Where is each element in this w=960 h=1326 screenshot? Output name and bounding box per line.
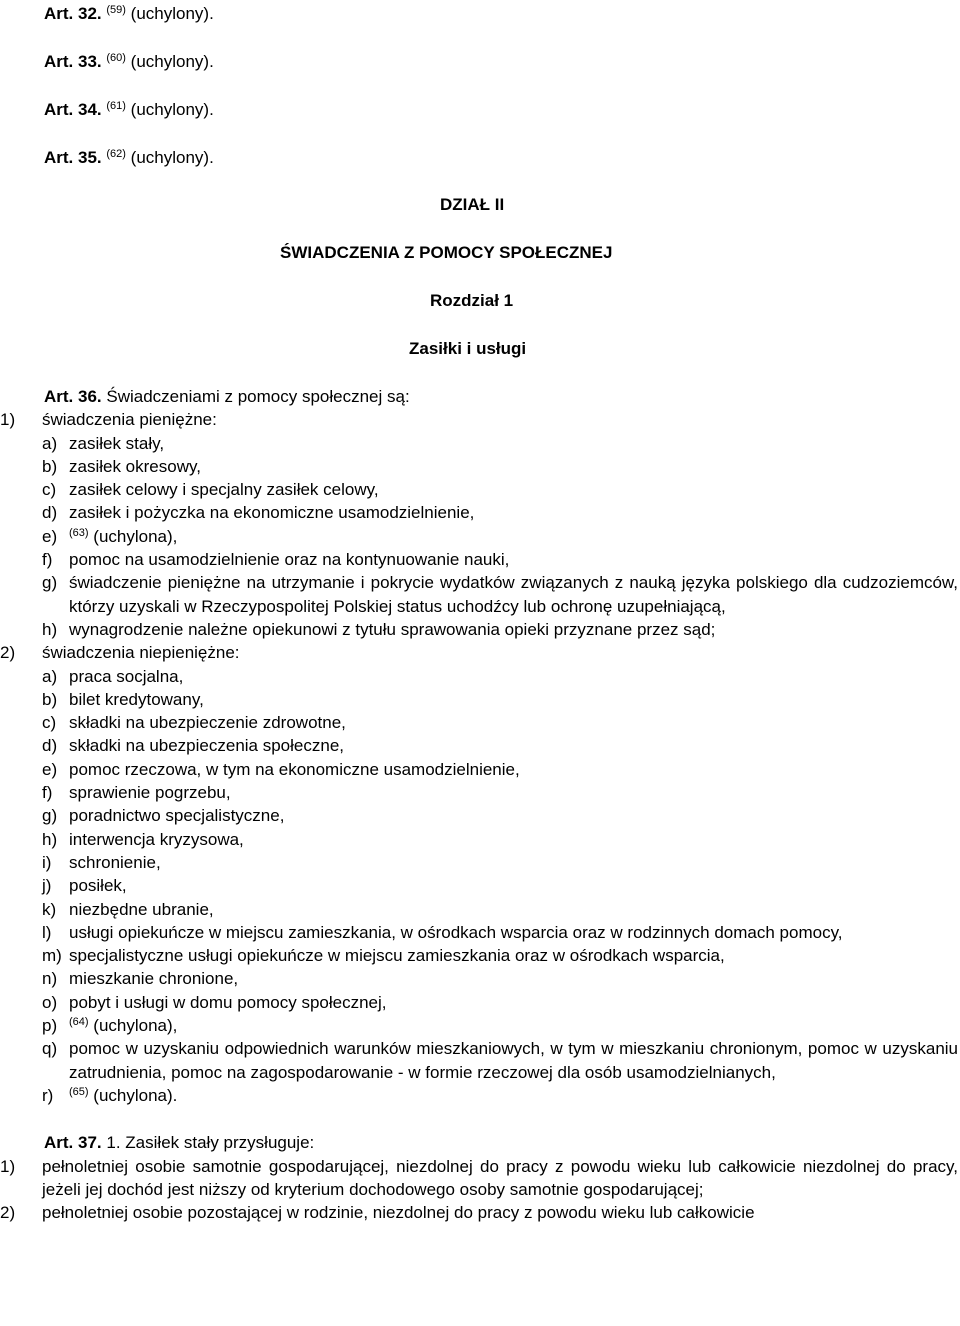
list-item — [0, 665, 958, 688]
item-letter: b) — [42, 689, 58, 709]
item-text: (uchylona), — [93, 1016, 178, 1036]
point-text: pełnoletniej osobie samotnie gospodarującej, niezdolnej do pracy z powodu wieku lub całkowicie niezdolnej do pracy, jeżeli jej dochód jest niższy od kryterium dochodowego osoby samotnie gospodarującej; — [42, 1156, 958, 1199]
item-text: zasiłek stały, — [69, 433, 165, 453]
item-text: wynagrodzenie należne opiekunowi z tytułu sprawowania opieki przyznane przez sąd; — [69, 619, 716, 639]
item-letter: e) — [42, 526, 58, 546]
point-2 — [0, 641, 958, 664]
item-letter: f) — [42, 783, 53, 803]
article-number: Art. 36. — [44, 387, 102, 406]
item-letter: h) — [42, 619, 58, 639]
article-text: (uchylony). — [130, 52, 214, 71]
item-letter: a) — [42, 666, 58, 686]
article-number: Art. 33. — [44, 52, 102, 71]
list-item — [0, 944, 958, 967]
item-text: (uchylona), — [93, 526, 178, 546]
item-text: niezbędne ubranie, — [69, 899, 214, 919]
article-number: Art. 37. — [44, 1133, 102, 1153]
item-letter: a) — [42, 433, 58, 453]
item-letter: q) — [42, 1039, 58, 1059]
section-heading: DZIAŁ II — [440, 195, 505, 214]
list-item — [0, 711, 958, 734]
footnote-ref[interactable]: (64) — [69, 1016, 89, 1029]
item-text: praca socjalna, — [69, 666, 184, 686]
item-letter: m) — [42, 946, 62, 966]
footnote-ref[interactable]: (59) — [106, 4, 126, 16]
article-number: Art. 34. — [44, 100, 102, 119]
item-text: świadczenie pieniężne na utrzymanie i pokrycie wydatków związanych z nauką języka polskiego dla cudzoziemców, którzy uzyskali w Rzeczypospolitej Polskiej status uchodźcy lub ochronę uzupełniającą, — [69, 573, 958, 616]
item-letter: c) — [42, 713, 57, 733]
item-text: zasiłek okresowy, — [69, 456, 201, 476]
article-35 — [44, 146, 214, 169]
item-text: schronienie, — [69, 852, 161, 872]
point-number: 1) — [0, 1156, 16, 1176]
article-text: (uchylony). — [130, 4, 214, 23]
point-1 — [0, 408, 958, 431]
article-37-items — [0, 1155, 958, 1225]
list-item — [0, 967, 958, 990]
point-text: pełnoletniej osobie pozostającej w rodzinie, niezdolnej do pracy z powodu wieku lub całkowicie — [42, 1203, 755, 1223]
item-letter: k) — [42, 899, 57, 919]
article-36 — [0, 385, 958, 1224]
list-item — [0, 851, 958, 874]
item-text: posiłek, — [69, 876, 127, 896]
point-number: 2) — [0, 643, 16, 663]
item-letter: d) — [42, 503, 58, 523]
article-text: (uchylony). — [130, 100, 214, 119]
list-item — [0, 525, 958, 548]
article-34 — [44, 98, 214, 121]
item-letter: b) — [42, 456, 58, 476]
article-32 — [44, 2, 214, 25]
list-item — [0, 618, 958, 641]
item-letter: i) — [42, 852, 52, 872]
item-letter: n) — [42, 969, 58, 989]
item-text: mieszkanie chronione, — [69, 969, 239, 989]
list-item — [0, 1037, 958, 1084]
footnote-ref[interactable]: (65) — [69, 1085, 89, 1098]
item-text: pomoc rzeczowa, w tym na ekonomiczne usamodzielnienie, — [69, 759, 520, 779]
article-intro-text: Świadczeniami z pomocy społecznej są: — [106, 387, 410, 406]
article-number: Art. 35. — [44, 148, 102, 167]
list-item — [0, 781, 958, 804]
item-letter: r) — [42, 1085, 54, 1105]
footnote-ref[interactable]: (60) — [106, 52, 126, 64]
item-letter: h) — [42, 829, 58, 849]
list-item — [0, 688, 958, 711]
article-intro — [0, 385, 958, 408]
list-item — [0, 432, 958, 455]
item-text: interwencja kryzysowa, — [69, 829, 244, 849]
point-text: świadczenia pieniężne: — [42, 410, 217, 430]
item-text: składki na ubezpieczenie zdrowotne, — [69, 713, 346, 733]
item-letter: g) — [42, 806, 58, 826]
item-letter: p) — [42, 1016, 58, 1036]
item-text: usługi opiekuńcze w miejscu zamieszkania, w ośrodkach wsparcia oraz w rodzinnych domach pomocy, — [69, 922, 843, 942]
article-37-intro — [0, 1131, 958, 1154]
article-33 — [44, 50, 214, 73]
item-text: specjalistyczne usługi opiekuńcze w miejscu zamieszkania oraz w ośrodkach wsparcia, — [69, 946, 725, 966]
item-letter: g) — [42, 573, 58, 593]
point-number: 2) — [0, 1203, 16, 1223]
item-text: pomoc w uzyskaniu odpowiednich warunków mieszkaniowych, w tym w mieszkaniu chronionym, pomoc w uzyskaniu zatrudnienia, pomoc na zagospodarowanie - w formie rzeczowej dla osób usamodzielnianych, — [69, 1039, 958, 1082]
list-item — [0, 734, 958, 757]
list-item — [0, 1201, 958, 1224]
list-item — [0, 898, 958, 921]
list-item — [0, 874, 958, 897]
article-intro-text: Zasiłek stały przysługuje: — [125, 1133, 315, 1153]
list-item — [0, 804, 958, 827]
footnote-ref[interactable]: (63) — [69, 526, 89, 539]
point-2-items — [0, 665, 958, 1108]
list-item — [0, 478, 958, 501]
list-item — [0, 1084, 958, 1107]
item-text: bilet kredytowany, — [69, 689, 204, 709]
list-item — [0, 758, 958, 781]
article-text: (uchylony). — [130, 148, 214, 167]
item-letter: c) — [42, 480, 57, 500]
item-letter: f) — [42, 550, 53, 570]
item-text: składki na ubezpieczenia społeczne, — [69, 736, 345, 756]
chapter-heading: Rozdział 1 — [430, 291, 514, 310]
list-item — [0, 991, 958, 1014]
list-item — [0, 828, 958, 851]
list-item — [0, 501, 958, 524]
item-letter: l) — [42, 922, 52, 942]
list-item — [0, 1155, 958, 1202]
item-letter: o) — [42, 992, 58, 1012]
article-number: Art. 32. — [44, 4, 102, 23]
item-letter: d) — [42, 736, 58, 756]
item-text: (uchylona). — [93, 1085, 178, 1105]
point-1-items — [0, 432, 958, 642]
section-title: ŚWIADCZENIA Z POMOCY SPOŁECZNEJ — [280, 243, 613, 262]
footnote-ref[interactable]: (62) — [106, 148, 126, 160]
point-text: świadczenia niepieniężne: — [42, 643, 240, 663]
item-text: zasiłek celowy i specjalny zasiłek celowy, — [69, 480, 379, 500]
item-text: zasiłek i pożyczka na ekonomiczne usamodzielnienie, — [69, 503, 475, 523]
item-text: poradnictwo specjalistyczne, — [69, 806, 285, 826]
list-item — [0, 455, 958, 478]
item-text: pobyt i usługi w domu pomocy społecznej, — [69, 992, 387, 1012]
item-text: pomoc na usamodzielnienie oraz na kontynuowanie nauki, — [69, 550, 510, 570]
list-item — [0, 571, 958, 618]
item-letter: e) — [42, 759, 58, 779]
list-item — [0, 548, 958, 571]
paragraph-number: 1. — [106, 1133, 121, 1153]
item-letter: j) — [42, 876, 52, 896]
footnote-ref[interactable]: (61) — [106, 100, 126, 112]
list-item — [0, 1014, 958, 1037]
item-text: sprawienie pogrzebu, — [69, 783, 231, 803]
chapter-title: Zasiłki i usługi — [409, 339, 527, 358]
list-item — [0, 921, 958, 944]
point-number: 1) — [0, 410, 16, 430]
